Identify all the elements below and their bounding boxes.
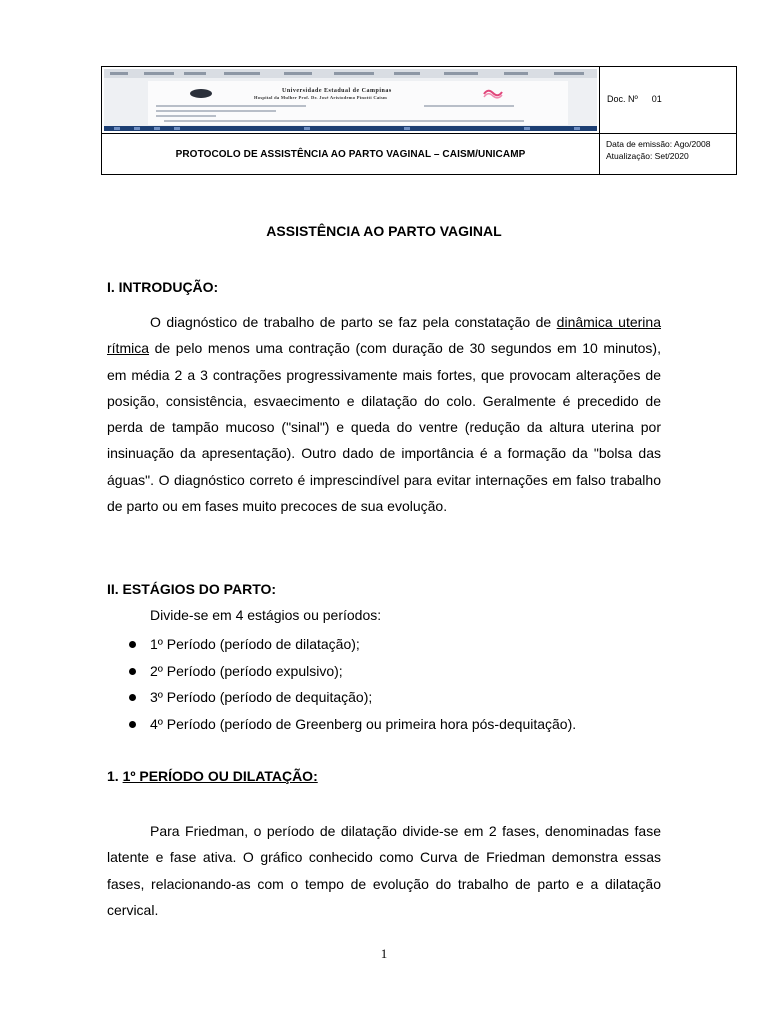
first-period-text: Para Friedman, o período de dilatação divide-se em 2 fases, denominadas fase latente e fase ativa. O gráfico conhecido como Curva de Friedman demonstra essas fases, relacionando-as com o tempo de evolução do trabalho de parto e a dilatação cervical. — [107, 823, 661, 918]
image-university-name: Universidade Estadual de Campinas — [282, 88, 392, 94]
list-item — [107, 658, 576, 685]
intro-heading: I. INTRODUÇÃO: — [107, 279, 219, 295]
bullet-icon — [129, 721, 136, 728]
doc-number-cell — [607, 94, 662, 104]
image-hospital-name: Hospital da Mulher Prof. Dr. José Aristodemo Pinotti Caism — [254, 95, 388, 100]
header-screenshot-image — [104, 69, 597, 131]
page-number: 1 — [380, 946, 388, 961]
stages-list — [107, 631, 576, 737]
header-divider-vertical — [599, 67, 600, 174]
dates-cell — [606, 138, 710, 162]
image-toolbar — [104, 69, 597, 78]
update-date: Atualização: Set/2020 — [606, 151, 689, 161]
image-text-line — [156, 110, 276, 112]
document-title: ASSISTÊNCIA AO PARTO VAGINAL — [266, 223, 502, 239]
list-item-text: 2º Período (período expulsivo); — [150, 662, 343, 679]
list-item-text: 3º Período (período de dequitação); — [150, 689, 373, 705]
list-item-text: 1º Período (período de dilatação); — [150, 636, 360, 652]
image-taskbar — [104, 126, 597, 131]
image-text-line — [156, 115, 216, 117]
intro-underlined-term: dinâmica uterina rítmica — [107, 314, 661, 357]
image-text-line — [424, 105, 514, 107]
list-item — [107, 684, 576, 711]
first-period-paragraph — [107, 818, 661, 923]
list-item — [107, 631, 576, 658]
first-period-heading-text: 1º PERÍODO OU DILATAÇÃO: — [122, 768, 318, 784]
stages-heading: II. ESTÁGIOS DO PARTO: — [107, 581, 277, 597]
first-period-heading-number: 1. — [107, 768, 123, 784]
protocol-title: PROTOCOLO DE ASSISTÊNCIA AO PARTO VAGINAL – CAISM/UNICAMP — [175, 149, 526, 160]
list-item — [107, 711, 576, 738]
doc-number-value: 01 — [651, 94, 662, 104]
stages-intro: Divide-se em 4 estágios ou períodos: — [150, 607, 382, 623]
doc-number-label: Doc. Nº — [607, 94, 638, 104]
intro-text-start: O diagnóstico de trabalho de parto se faz pela constatação de — [150, 314, 557, 330]
image-text-line — [164, 120, 524, 122]
emission-date: Data de emissão: Ago/2008 — [606, 139, 711, 149]
intro-paragraph — [107, 309, 661, 519]
list-item-text: 4º Período (período de Greenberg ou primeira hora pós-dequitação). — [150, 715, 577, 732]
bullet-icon — [129, 668, 136, 675]
hospital-logo-icon — [482, 87, 504, 100]
bullet-icon — [129, 641, 136, 648]
bullet-icon — [129, 694, 136, 701]
first-period-heading — [107, 768, 318, 784]
university-logo-icon — [190, 89, 212, 98]
document-header-table — [101, 66, 737, 175]
intro-text-rest: de pelo menos uma contração (com duração de 30 segundos em 10 minutos), em média 2 a 3 contrações progressivamente mais fortes, que provocam alterações de posição, consistência, esvaecimento e dilatação do colo. Geralmente é precedido de perda de tampão mucoso ("sinal") e queda do ventre (redução da altura uterina por insinuação da apresentação). Outro dado de importância é a formação da "bolsa das águas". O diagnóstico correto é imprescindível para evitar internações em falso trabalho de parto ou em fases muito precoces de sua evolução. — [107, 340, 661, 515]
image-text-line — [156, 105, 306, 107]
